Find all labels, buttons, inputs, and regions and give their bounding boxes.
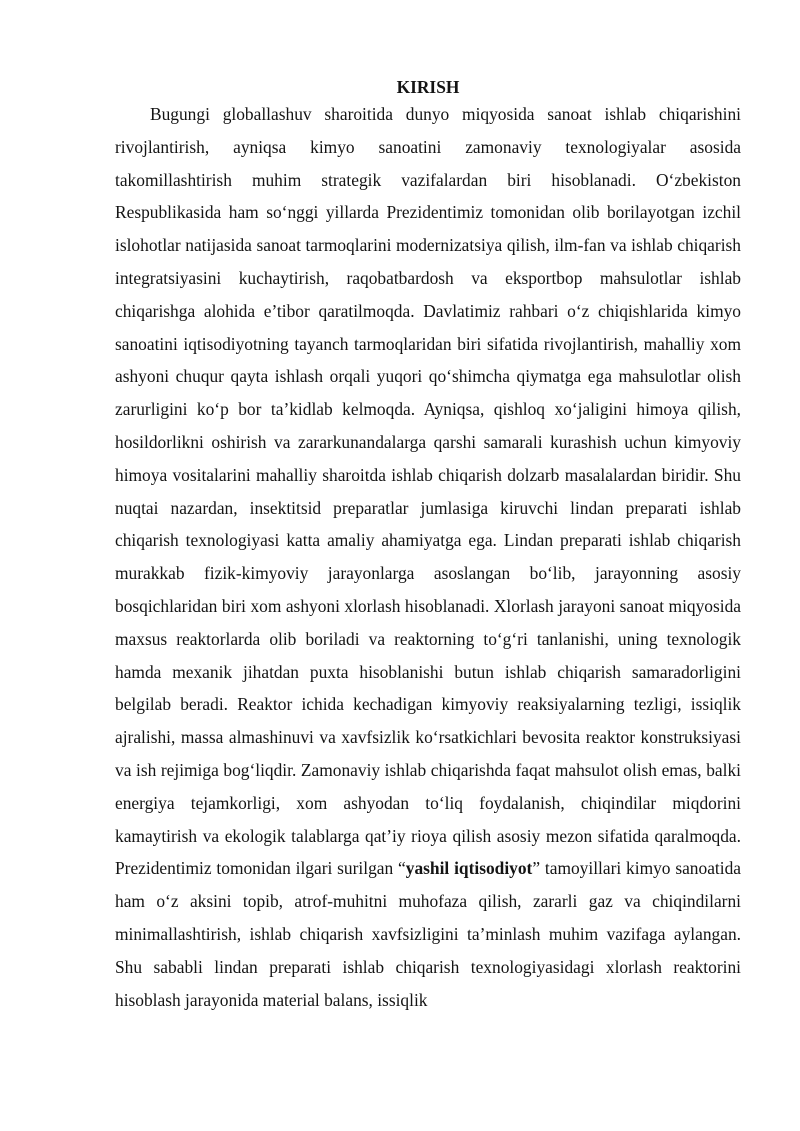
- emphasized-term: yashil iqtisodiyot: [405, 858, 533, 879]
- paragraph-text-end: ” tamoyillari kimyo sanoatida ham o‘z aksini topib, atrof-muhitni muhofaza qilish, zararli gaz va chiqindilarni minimallashtirish, ishlab chiqarish xavfsizligini ta’minlash muhim vazifaga aylangan. Shu sababli lindan preparati ishlab chiqarish texnologiyasidagi xlorlash reaktorini hisoblash jarayonida material balans, issiqlik: [115, 858, 741, 1010]
- section-title: KIRISH: [396, 77, 460, 97]
- body-paragraph: [115, 98, 741, 1016]
- document-page: [115, 76, 741, 1016]
- paragraph-text-start: Bugungi globallashuv sharoitida dunyo miqyosida sanoat ishlab chiqarishini rivojlantirish, ayniqsa kimyo sanoatini zamonaviy texnologiyalar asosida takomillashtirish muhim strategik vazifalardan biri hisoblanadi. O‘zbekiston Respublikasida ham so‘nggi yillarda Prezidentimiz tomonidan olib borilayotgan izchil islohotlar natijasida sanoat tarmoqlarini modernizatsiya qilish, ilm-fan va ishlab chiqarish integratsiyasini kuchaytirish, raqobatbardosh va eksportbop mahsulotlar ishlab chiqarishga alohida e’tibor qaratilmoqda. Davlatimiz rahbari o‘z chiqishlarida kimyo sanoatini iqtisodiyotning tayanch tarmoqlaridan biri sifatida rivojlantirish, mahalliy xom ashyoni chuqur qayta ishlash orqali yuqori qo‘shimcha qiymatga ega mahsulotlar olish zarurligini ko‘p bor ta’kidlab kelmoqda. Ayniqsa, qishloq xo‘jaligini himoya qilish, hosildorlikni oshirish va zararkunandalarga qarshi samarali kurashish uchun kimyoviy himoya vositalarini mahalliy sharoitda ishlab chiqarish dolzarb masalalardan biridir. Shu nuqtai nazardan, insektitsid preparatlar jumlasiga kiruvchi lindan preparati ishlab chiqarish texnologiyasi katta amaliy ahamiyatga ega. Lindan preparati ishlab chiqarish murakkab fizik-kimyoviy jarayonlarga asoslangan bo‘lib, jarayonning asosiy bosqichlaridan biri xom ashyoni xlorlash hisoblanadi. Xlorlash jarayoni sanoat miqyosida maxsus reaktorlarda olib boriladi va reaktorning to‘g‘ri tanlanishi, uning texnologik hamda mexanik jihatdan puxta hisoblanishi butun ishlab chiqarish samaradorligini belgilab beradi. Reaktor ichida kechadigan kimyoviy reaksiyalarning tezligi, issiqlik ajralishi, massa almashinuvi va xavfsizlik ko‘rsatkichlari bevosita reaktor konstruksiyasi va ish rejimiga bog‘liqdir. Zamonaviy ishlab chiqarishda faqat mahsulot olish emas, balki energiya tejamkorligi, xom ashyodan to‘liq foydalanish, chiqindilar miqdorini kamaytirish va ekologik talablarga qat’iy rioya qilish asosiy mezon sifatida qaralmoqda. Prezidentimiz tomonidan ilgari surilgan “: [115, 104, 741, 879]
